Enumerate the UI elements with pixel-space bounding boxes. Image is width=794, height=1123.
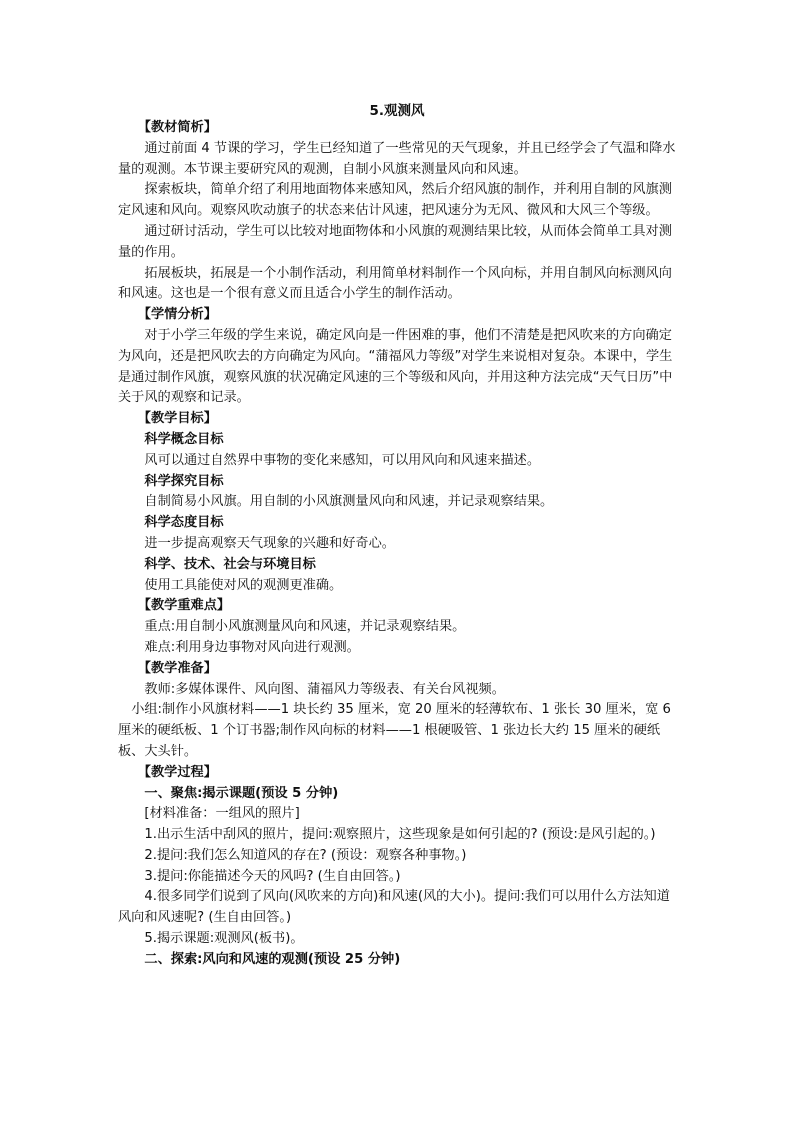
section-heading: 【教学准备】 bbox=[137, 660, 217, 676]
paragraph: 4.很多同学们说到了风向(风吹来的方向)和风速(风的大小)。提问:我们可以用什么方法知道风向和风速呢? (生自由回答。) bbox=[118, 889, 670, 926]
step-heading: 二、探索:风向和风速的观测(预设 25 分钟) bbox=[144, 951, 401, 967]
paragraph: 3.提问:你能描述今天的风吗? (生自由回答。) bbox=[144, 868, 401, 884]
subsection-heading: 科学探究目标 bbox=[144, 473, 224, 489]
paragraph: [材料准备：一组风的照片] bbox=[144, 806, 300, 822]
paragraph: 进一步提高观察天气现象的兴趣和好奇心。 bbox=[144, 535, 395, 551]
section-heading: 【学情分析】 bbox=[137, 307, 217, 323]
paragraph: 小组:制作小风旗材料——1 块长约 35 厘米，宽 20 厘米的轻薄软布、1 张长 30 厘米，宽 6 厘米的硬纸板、1 个订书器;制作风向标的材料——1 根硬吸管、1 张边长大约 15 厘米的硬纸板、大头针。 bbox=[118, 702, 671, 759]
paragraph: 风可以通过自然界中事物的变化来感知，可以用风向和风速来描述。 bbox=[144, 452, 541, 468]
subsection-heading: 科学态度目标 bbox=[144, 515, 224, 531]
paragraph: 5.揭示课题:观测风(板书)。 bbox=[144, 931, 304, 947]
document-body bbox=[118, 118, 678, 971]
paragraph: 难点:利用身边事物对风向进行观测。 bbox=[144, 639, 360, 655]
paragraph: 使用工具能使对风的观测更准确。 bbox=[144, 577, 343, 593]
paragraph: 拓展板块，拓展是一个小制作活动，利用简单材料制作一个风向标，并用自制风向标测风向和风速。这也是一个很有意义而且适合小学生的制作活动。 bbox=[118, 265, 672, 302]
paragraph: 重点:用自制小风旗测量风向和风速，并记录观察结果。 bbox=[144, 619, 466, 635]
document-title: 5.观测风 bbox=[369, 103, 425, 119]
section-heading: 【教材简析】 bbox=[137, 120, 217, 135]
paragraph: 对于小学三年级的学生来说，确定风向是一件困难的事，他们不清楚是把风吹来的方向确定为风向，还是把风吹去的方向确定为风向。“蒲福风力等级”对学生来说相对复杂。本课中，学生是通过制作风旗，观察风旗的状况确定风速的三个等级和风向，并用这种方法完成“天气日历”中关于风的观察和记录。 bbox=[118, 327, 673, 406]
paragraph: 通过前面 4 节课的学习，学生已经知道了一些常见的天气现象，并且已经学会了气温和降水量的观测。本节课主要研究风的观测，自制小风旗来测量风向和风速。 bbox=[118, 140, 676, 177]
subsection-heading: 科学概念目标 bbox=[144, 431, 224, 447]
section-heading: 【教学过程】 bbox=[137, 764, 217, 780]
paragraph: 自制简易小风旗。用自制的小风旗测量风向和风速，并记录观察结果。 bbox=[144, 494, 554, 510]
paragraph: 2.提问:我们怎么知道风的存在? (预设：观察各种事物。) bbox=[144, 847, 467, 863]
section-heading: 【教学重难点】 bbox=[137, 598, 231, 614]
paragraph: 教师:多媒体课件、风向图、蒲福风力等级表、有关台风视频。 bbox=[144, 681, 505, 697]
section-heading: 【教学目标】 bbox=[137, 411, 217, 427]
paragraph: 探索板块，简单介绍了利用地面物体来感知风，然后介绍风旗的制作，并利用自制的风旗测定风速和风向。观察风吹动旗子的状态来估计风速，把风速分为无风、微风和大风三个等级。 bbox=[118, 182, 672, 219]
paragraph: 1.出示生活中刮风的照片，提问:观察照片，这些现象是如何引起的? (预设:是风引起的。) bbox=[144, 827, 656, 843]
subsection-heading: 科学、技术、社会与环境目标 bbox=[144, 556, 316, 572]
paragraph: 通过研讨活动，学生可以比较对地面物体和小风旗的观测结果比较，从而体会简单工具对测量的作用。 bbox=[118, 223, 672, 260]
step-heading: 一、聚焦:揭示课题(预设 5 分钟) bbox=[144, 785, 339, 801]
